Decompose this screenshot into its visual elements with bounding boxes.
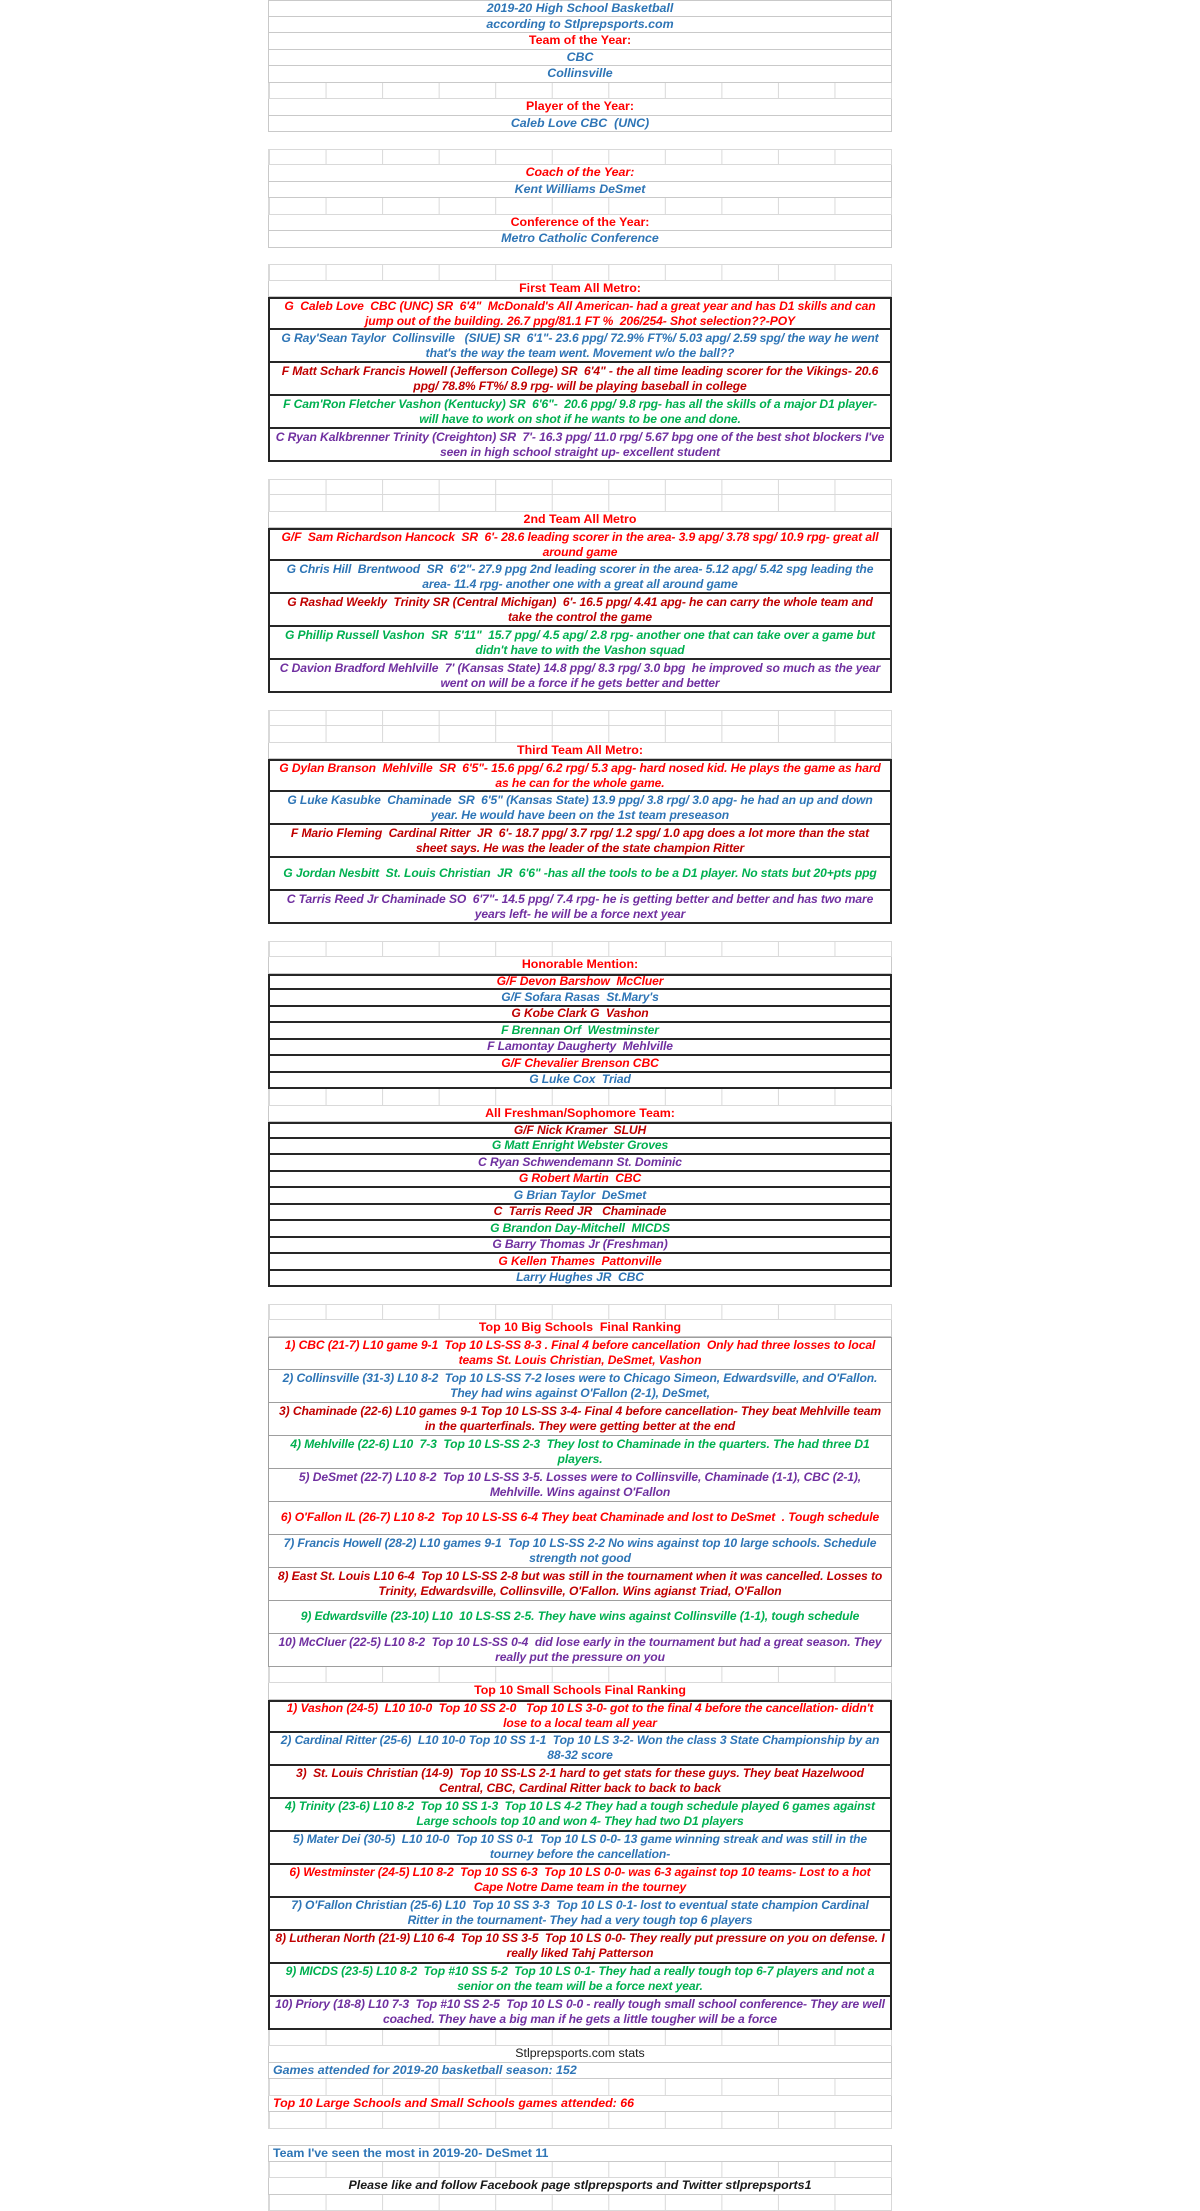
mention-entry: G Luke Cox Triad [268, 1073, 892, 1090]
player-entry: C Tarris Reed Jr Chaminade SO 6'7"- 14.5 ppg/ 7.4 rpg- he is getting better and better and has two mare years left- he will be a force next year [268, 891, 892, 924]
grid-spacer-row [268, 83, 892, 100]
title: 2019-20 High School Basketball [268, 0, 892, 17]
blank-row [268, 248, 892, 265]
mention-entry: G Matt Enright Webster Groves [268, 1139, 892, 1156]
ranking-entry: 6) O'Fallon IL (26-7) L10 8-2 Top 10 LS-SS 6-4 They beat Chaminade and lost to DeSmet . Tough schedule [268, 1502, 892, 1535]
ranking-entry: 9) MICDS (23-5) L10 8-2 Top #10 SS 5-2 Top 10 LS 0-1- They had a really tough top 6-7 players and not a senior on the team will be a force next year. [268, 1964, 892, 1997]
ranking-entry: 7) O'Fallon Christian (25-6) L10 Top 10 SS 3-3 Top 10 LS 0-1- lost to eventual state champion Cardinal Ritter in the tournament- They had a very tough top 6 players [268, 1898, 892, 1931]
player-of-year-label: Player of the Year: [268, 99, 892, 116]
ranking-entry: 9) Edwardsville (23-10) L10 10 LS-SS 2-5. They have wins against Collinsville (1-1), tough schedule [268, 1601, 892, 1634]
blank-row [268, 2129, 892, 2146]
player-entry: F Mario Fleming Cardinal Ritter JR 6'- 18.7 ppg/ 3.7 rpg/ 1.2 spg/ 1.0 apg does a lot more than the stat sheet says. He was the leader of the state champion Ritter [268, 825, 892, 858]
blank-row [268, 924, 892, 941]
grid-spacer-row [268, 2030, 892, 2047]
grid-spacer-row [268, 2079, 892, 2096]
player-entry: G Jordan Nesbitt St. Louis Christian JR 6'6" -has all the tools to be a D1 player. No stats but 20+pts ppg [268, 858, 892, 891]
games-attended: Games attended for 2019-20 basketball season: 152 [268, 2063, 892, 2080]
grid-spacer-row [268, 710, 892, 727]
ranking-entry: 4) Trinity (23-6) L10 8-2 Top 10 SS 1-3 Top 10 LS 4-2 They had a tough schedule played 6 games against Large schools top 10 and won 4- They had two D1 players [268, 1799, 892, 1832]
ranking-entry: 5) DeSmet (22-7) L10 8-2 Top 10 LS-SS 3-5. Losses were to Collinsville, Chaminade (1-1), CBC (2-1), Mehlville. Wins against O'Fallon [268, 1469, 892, 1502]
mention-entry: G Barry Thomas Jr (Freshman) [268, 1238, 892, 1255]
coach-of-year-value: Kent Williams DeSmet [268, 182, 892, 199]
mention-entry: G/F Sofara Rasas St.Mary's [268, 990, 892, 1007]
ranking-entry: 8) Lutheran North (21-9) L10 6-4 Top 10 SS 3-5 Top 10 LS 0-0- They really put pressure on you on defense. I really liked Tahj Patterson [268, 1931, 892, 1964]
grid-spacer-row [268, 495, 892, 512]
player-entry: G Phillip Russell Vashon SR 5'11" 15.7 ppg/ 4.5 apg/ 2.8 rpg- another one that can take over a game but didn't have to with the Vashon squad [268, 627, 892, 660]
mention-entry: G/F Chevalier Brenson CBC [268, 1056, 892, 1073]
blank-row [268, 1287, 892, 1304]
ranking-entry: 7) Francis Howell (28-2) L10 games 9-1 Top 10 LS-SS 2-2 No wins against top 10 large schools. Schedule strength not good [268, 1535, 892, 1568]
spreadsheet-grid [268, 0, 892, 2211]
mention-entry: C Ryan Schwendemann St. Dominic [268, 1155, 892, 1172]
mention-entry: G Brandon Day-Mitchell MICDS [268, 1221, 892, 1238]
grid-spacer-row [268, 479, 892, 496]
grid-spacer-row [268, 2162, 892, 2179]
player-entry: G Ray'Sean Taylor Collinsville (SIUE) SR 6'1"- 23.6 ppg/ 72.9% FT%/ 5.03 apg/ 2.59 spg/ the way he went that's the way the team went. Movement w/o the ball?? [268, 330, 892, 363]
player-entry: G Dylan Branson Mehlville SR 6'5"- 15.6 ppg/ 6.2 rpg/ 5.3 apg- hard nosed kid. He plays the game as hard as he can for the whole game. [268, 759, 892, 792]
player-entry: C Ryan Kalkbrenner Trinity (Creighton) SR 7'- 16.3 ppg/ 11.0 rpg/ 5.67 bpg one of the best shot blockers I've seen in high school straight up- excellent student [268, 429, 892, 462]
team-of-year-value: CBC [268, 50, 892, 67]
grid-spacer-row [268, 198, 892, 215]
section-header: Top 10 Big Schools Final Ranking [268, 1320, 892, 1337]
section-header: Third Team All Metro: [268, 743, 892, 760]
mention-entry: G Robert Martin CBC [268, 1172, 892, 1189]
follow-note: Please like and follow Facebook page stlprepsports and Twitter stlprepsports1 [268, 2178, 892, 2195]
grid-spacer-row [268, 1304, 892, 1321]
team-seen-most: Team I've seen the most in 2019-20- DeSmet 11 [268, 2145, 892, 2162]
blank-row [268, 132, 892, 149]
conference-of-year-value: Metro Catholic Conference [268, 231, 892, 248]
player-entry: G/F Sam Richardson Hancock SR 6'- 28.6 leading scorer in the area- 3.9 apg/ 3.78 spg/ 10.9 rpg- great all around game [268, 528, 892, 561]
blank-row [268, 693, 892, 710]
player-of-year-value: Caleb Love CBC (UNC) [268, 116, 892, 133]
ranking-entry: 1) Vashon (24-5) L10 10-0 Top 10 SS 2-0 Top 10 LS 3-0- got to the final 4 before the cancellation- didn't lose to a local team all year [268, 1700, 892, 1733]
player-entry: G Rashad Weekly Trinity SR (Central Michigan) 6'- 16.5 ppg/ 4.41 apg- he can carry the whole team and take the control the game [268, 594, 892, 627]
ranking-entry: 8) East St. Louis L10 6-4 Top 10 LS-SS 2-8 but was still in the tournament when it was cancelled. Losses to Trinity, Edwardsville, Collinsville, O'Fallon. Wins agianst Triad, O'Fallon [268, 1568, 892, 1601]
subtitle: according to Stlprepsports.com [268, 17, 892, 34]
player-entry: G Caleb Love CBC (UNC) SR 6'4" McDonald's All American- had a great year and has D1 skills and can jump out of the building. 26.7 ppg/81.1 FT % 206/254- Shot selection??-POY [268, 297, 892, 330]
coach-of-year-label: Coach of the Year: [268, 165, 892, 182]
section-header: Honorable Mention: [268, 957, 892, 974]
ranking-entry: 2) Cardinal Ritter (25-6) L10 10-0 Top 10 SS 1-1 Top 10 LS 3-2- Won the class 3 State Championship by an 88-32 score [268, 1733, 892, 1766]
player-entry: F Cam'Ron Fletcher Vashon (Kentucky) SR 6'6"- 20.6 ppg/ 9.8 rpg- has all the skills of a major D1 player- will have to work on shot if he wants to be one and done. [268, 396, 892, 429]
grid-spacer-row [268, 1667, 892, 1684]
top10-games-attended: Top 10 Large Schools and Small Schools games attended: 66 [268, 2096, 892, 2113]
grid-spacer-row [268, 264, 892, 281]
mention-entry: G Kellen Thames Pattonville [268, 1254, 892, 1271]
ranking-entry: 1) CBC (21-7) L10 game 9-1 Top 10 LS-SS 8-3 . Final 4 before cancellation Only had three losses to local teams St. Louis Christian, DeSmet, Vashon [268, 1337, 892, 1370]
player-entry: C Davion Bradford Mehlville 7' (Kansas State) 14.8 ppg/ 8.3 rpg/ 3.0 bpg he improved so much as the year went on will be a force if he gets better and better [268, 660, 892, 693]
ranking-entry: 5) Mater Dei (30-5) L10 10-0 Top 10 SS 0-1 Top 10 LS 0-0- 13 game winning streak and was still in the tourney before the cancellation- [268, 1832, 892, 1865]
blank-row [268, 462, 892, 479]
ranking-entry: 3) St. Louis Christian (14-9) Top 10 SS-LS 2-1 hard to get stats for these guys. They beat Hazelwood Central, CBC, Cardinal Ritter back to back to back [268, 1766, 892, 1799]
grid-spacer-row [268, 149, 892, 166]
section-header: Top 10 Small Schools Final Ranking [268, 1683, 892, 1700]
player-entry: G Chris Hill Brentwood SR 6'2"- 27.9 ppg 2nd leading scorer in the area- 5.12 apg/ 5.42 spg leading the area- 11.4 rpg- another one with a great all around game [268, 561, 892, 594]
player-entry: F Matt Schark Francis Howell (Jefferson College) SR 6'4" - the all time leading scorer for the Vikings- 20.6 ppg/ 78.8% FT%/ 8.9 rpg- will be playing baseball in college [268, 363, 892, 396]
mention-entry: F Brennan Orf Westminster [268, 1023, 892, 1040]
mention-entry: C Tarris Reed JR Chaminade [268, 1205, 892, 1222]
grid-spacer-row [268, 726, 892, 743]
player-entry: G Luke Kasubke Chaminade SR 6'5" (Kansas State) 13.9 ppg/ 3.8 rpg/ 3.0 apg- he had an up and down year. He would have been on the 1st team preseason [268, 792, 892, 825]
mention-entry: G Kobe Clark G Vashon [268, 1007, 892, 1024]
section-header: All Freshman/Sophomore Team: [268, 1106, 892, 1123]
team-of-year-value: Collinsville [268, 66, 892, 83]
grid-spacer-row [268, 2112, 892, 2129]
ranking-entry: 10) Priory (18-8) L10 7-3 Top #10 SS 2-5 Top 10 LS 0-0 - really tough small school conference- They are well coached. They have a big man if he gets a little tougher will be a force [268, 1997, 892, 2030]
mention-entry: G/F Nick Kramer SLUH [268, 1122, 892, 1139]
grid-spacer-row [268, 941, 892, 958]
ranking-entry: 10) McCluer (22-5) L10 8-2 Top 10 LS-SS 0-4 did lose early in the tournament but had a great season. They really put the pressure on you [268, 1634, 892, 1667]
stats-title: Stlprepsports.com stats [268, 2046, 892, 2063]
ranking-entry: 3) Chaminade (22-6) L10 games 9-1 Top 10 LS-SS 3-4- Final 4 before cancellation- They beat Mehlville team in the quarterfinals. They were getting better at the end [268, 1403, 892, 1436]
ranking-entry: 6) Westminster (24-5) L10 8-2 Top 10 SS 6-3 Top 10 LS 0-0- was 6-3 against top 10 teams- Lost to a hot Cape Notre Dame team in the tourney [268, 1865, 892, 1898]
team-of-year-label: Team of the Year: [268, 33, 892, 50]
section-header: 2nd Team All Metro [268, 512, 892, 529]
mention-entry: F Lamontay Daugherty Mehlville [268, 1040, 892, 1057]
ranking-entry: 2) Collinsville (31-3) L10 8-2 Top 10 LS-SS 7-2 loses were to Chicago Simeon, Edwardsville, and O'Fallon. They had wins against O'Fallon (2-1), DeSmet, [268, 1370, 892, 1403]
mention-entry: G/F Devon Barshow McCluer [268, 974, 892, 991]
grid-spacer-row [268, 1089, 892, 1106]
ranking-entry: 4) Mehlville (22-6) L10 7-3 Top 10 LS-SS 2-3 They lost to Chaminade in the quarters. The had three D1 players. [268, 1436, 892, 1469]
conference-of-year-label: Conference of the Year: [268, 215, 892, 232]
mention-entry: Larry Hughes JR CBC [268, 1271, 892, 1288]
mention-entry: G Brian Taylor DeSmet [268, 1188, 892, 1205]
grid-spacer-row [268, 2195, 892, 2211]
section-header: First Team All Metro: [268, 281, 892, 298]
